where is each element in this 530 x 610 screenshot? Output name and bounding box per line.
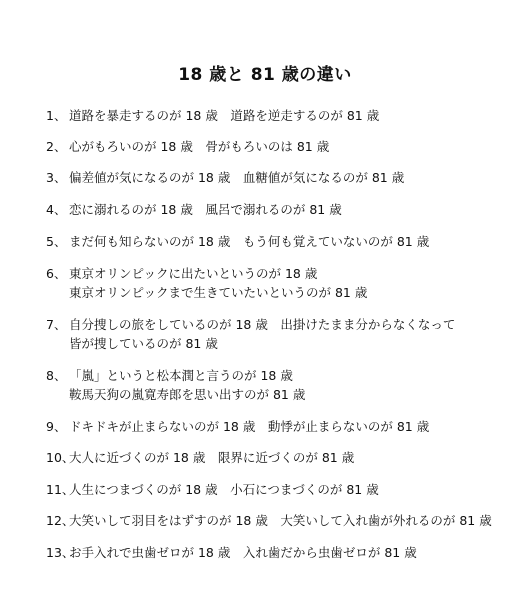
item-text: まだ何も知らないのが 18 歳 もう何も覚えていないのが 81 歳 (69, 234, 430, 249)
item-text: 人生につまづくのが 18 歳 小石につまづくのが 81 歳 (69, 482, 379, 497)
list-item (46, 417, 429, 436)
item-number: 7、 (46, 317, 67, 332)
item-text: 東京オリンピックに出たいというのが 18 歳 (69, 266, 318, 281)
list-item (46, 315, 455, 353)
list-item (46, 511, 492, 530)
item-text: 大笑いして羽目をはずすのが 18 歳 大笑いして入れ歯が外れるのが 81 歳 (69, 513, 492, 528)
item-text: 偏差値が気になるのが 18 歳 血糖値が気になるのが 81 歳 (69, 170, 405, 185)
list-item (46, 366, 305, 404)
item-number: 12、 (46, 513, 75, 528)
list-item (46, 448, 354, 467)
item-text: 心がもろいのが 18 歳 骨がもろいのは 81 歳 (69, 139, 330, 154)
item-text: 「嵐」というと松本潤と言うのが 18 歳 (69, 368, 293, 383)
item-number: 5、 (46, 234, 67, 249)
item-number: 11、 (46, 482, 75, 497)
list-item (46, 480, 379, 499)
list-item (46, 106, 379, 125)
item-number: 3、 (46, 170, 67, 185)
item-text: 皆が捜しているのが 81 歳 (69, 336, 218, 351)
item-text: 大人に近づくのが 18 歳 限界に近づくのが 81 歳 (69, 450, 355, 465)
page-title: 18 歳と 81 歳の違い (178, 65, 352, 85)
item-text: 道路を暴走するのが 18 歳 道路を逆走するのが 81 歳 (69, 108, 380, 123)
item-number: 8、 (46, 368, 67, 383)
item-text: ドキドキが止まらないのが 18 歳 動悸が止まらないのが 81 歳 (69, 419, 430, 434)
list-item (46, 232, 429, 251)
item-number: 4、 (46, 202, 67, 217)
list-item (46, 200, 342, 219)
list-item (46, 264, 367, 302)
item-number: 2、 (46, 139, 67, 154)
item-number: 13、 (46, 545, 75, 560)
list-item (46, 137, 329, 156)
list-item (46, 168, 404, 187)
item-number: 10、 (46, 450, 75, 465)
item-number: 6、 (46, 266, 67, 281)
item-number: 1、 (46, 108, 67, 123)
item-text: お手入れで虫歯ゼロが 18 歳 入れ歯だから虫歯ゼロが 81 歳 (69, 545, 417, 560)
item-text: 東京オリンピックまで生きていたいというのが 81 歳 (69, 285, 368, 300)
item-text: 鞍馬天狗の嵐寛寿郎を思い出すのが 81 歳 (69, 387, 306, 402)
list-item (46, 543, 417, 562)
item-text: 恋に溺れるのが 18 歳 風呂で溺れるのが 81 歳 (69, 202, 342, 217)
item-number: 9、 (46, 419, 67, 434)
item-text: 自分捜しの旅をしているのが 18 歳 出掛けたまま分からなくなって (69, 317, 456, 332)
